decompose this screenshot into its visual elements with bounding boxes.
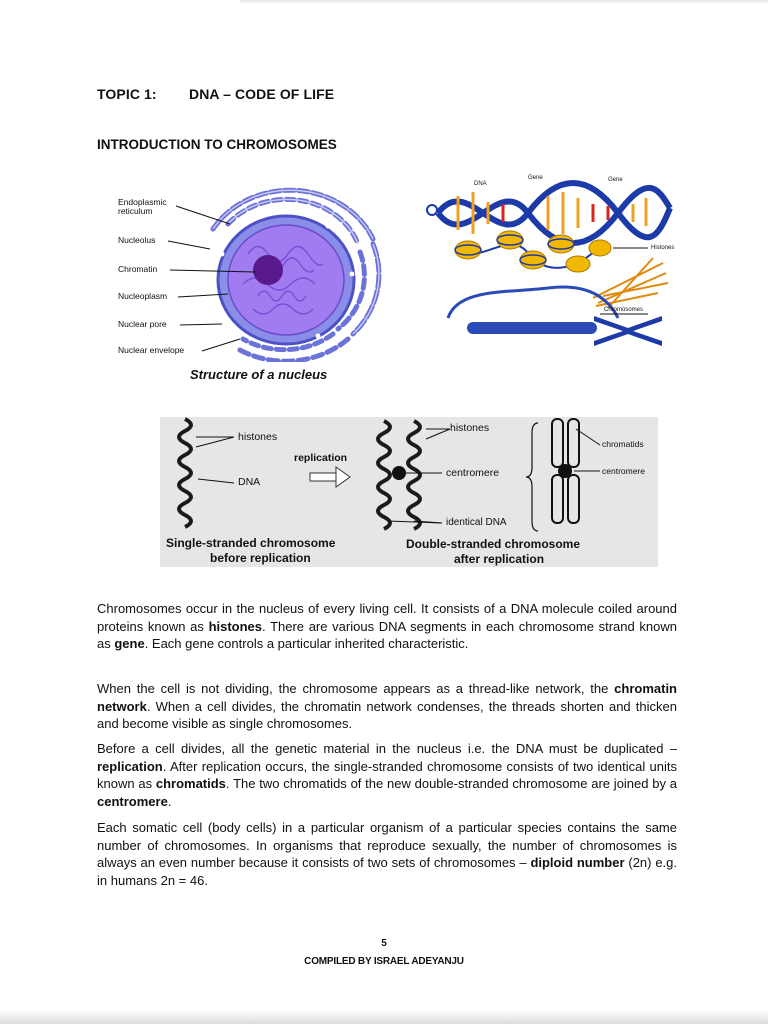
paragraph-3: Before a cell divides, all the genetic material in the nucleus i.e. the DNA must be duplicated – replication. After replication occurs, the single-stranded chromosome consists of two identical units known as chromatids. The two chromatids of the new double-stranded chromosome are joined by a centromere. (97, 741, 677, 809)
label-dna: DNA (474, 181, 487, 187)
label-centromere-far: centromere (602, 466, 645, 476)
term-chromatin-network: chromatin network (97, 681, 677, 714)
brace-shape (526, 423, 538, 531)
label-gene-1: Gene (528, 175, 543, 181)
dna-diagram (418, 168, 680, 356)
scan-shadow-top (240, 0, 768, 4)
term-replication: replication (97, 758, 163, 774)
term-histones: histones (208, 618, 263, 634)
paragraph-4: Each somatic cell (body cells) in a particular organism of a particular species contains the same number of chromosomes. In organisms that reproduce sexually, the number of chromosomes is always an even number because it consists of two sets of chromosomes – diploid number (2n) e.g. in humans 2n = 46. (97, 820, 677, 888)
label-nucleoplasm: Nucleoplasm (118, 291, 168, 301)
label-nucleolus: Nucleolus (118, 235, 156, 245)
replication-arrow-shape (310, 467, 350, 487)
dna-illustration (418, 168, 680, 356)
term-diploid-number: diploid number (530, 855, 625, 871)
topic-title: DNA – CODE OF LIFE (189, 86, 335, 102)
label-chromatin: Chromatin (118, 264, 158, 274)
label-histones: Histones (651, 245, 675, 251)
label-chromatids: chromatids (602, 439, 644, 449)
term-centromere: centromere (97, 793, 168, 809)
label-nuclear-pore: Nuclear pore (118, 319, 167, 329)
nucleus-illustration (118, 184, 388, 362)
double-helix-shape (427, 183, 670, 243)
page-number: 5 (381, 938, 387, 949)
nucleus-caption: Structure of a nucleus (190, 367, 328, 382)
paragraph-2: When the cell is not dividing, the chromosome appears as a thread-like network, the chromatin network. When a cell divides, the chromatin network condenses, the threads shorten and thicken and become visible as single chromosomes. (97, 681, 677, 732)
label-replication: replication (294, 452, 348, 464)
section-title: INTRODUCTION TO CHROMOSOMES (97, 137, 337, 152)
paragraph-1: Chromosomes occur in the nucleus of every living cell. It consists of a DNA molecule coiled around proteins known as histones. There are various DNA segments in each chromosome strand known as gene. Each gene controls a particular inherited characteristic. (97, 601, 677, 652)
topic-number: TOPIC 1: (97, 86, 157, 102)
label-centromere-right: centromere (446, 467, 500, 479)
compiled-by: COMPILED BY ISRAEL ADEYANJU (304, 956, 464, 967)
nucleus-diagram (118, 184, 388, 362)
caption-left-line2: before replication (210, 551, 311, 565)
label-identical-dna: identical DNA (446, 517, 507, 528)
label-chromosomes: Chromosomes (604, 307, 644, 313)
chromosome-x-shape (594, 316, 662, 346)
caption-right-line2: after replication (454, 552, 545, 566)
term-gene: gene (114, 636, 145, 652)
caption-right-line1: Double-stranded chromosome (406, 537, 581, 551)
scan-shadow-bottom (0, 1010, 768, 1024)
label-histones-right: histones (450, 422, 490, 434)
label-endoplasmic: Endoplasmic (118, 197, 167, 207)
label-gene-2: Gene (608, 177, 623, 183)
label-dna-left: DNA (238, 476, 261, 488)
caption-left-line1: Single-stranded chromosome (166, 536, 336, 550)
label-reticulum: reticulum (118, 206, 153, 216)
centromere-dot-shape (392, 466, 406, 480)
topic-heading (97, 86, 334, 102)
label-histones-left: histones (238, 431, 278, 443)
chromatin-fibre-shape (448, 287, 618, 328)
single-strand-coil-shape (179, 419, 191, 527)
nucleoplasm-shape (228, 225, 344, 335)
chromosome-replication-diagram (160, 417, 658, 567)
term-chromatids: chromatids (155, 776, 226, 792)
nucleolus-shape (253, 255, 283, 285)
label-nuclear-envelope: Nuclear envelope (118, 345, 185, 355)
